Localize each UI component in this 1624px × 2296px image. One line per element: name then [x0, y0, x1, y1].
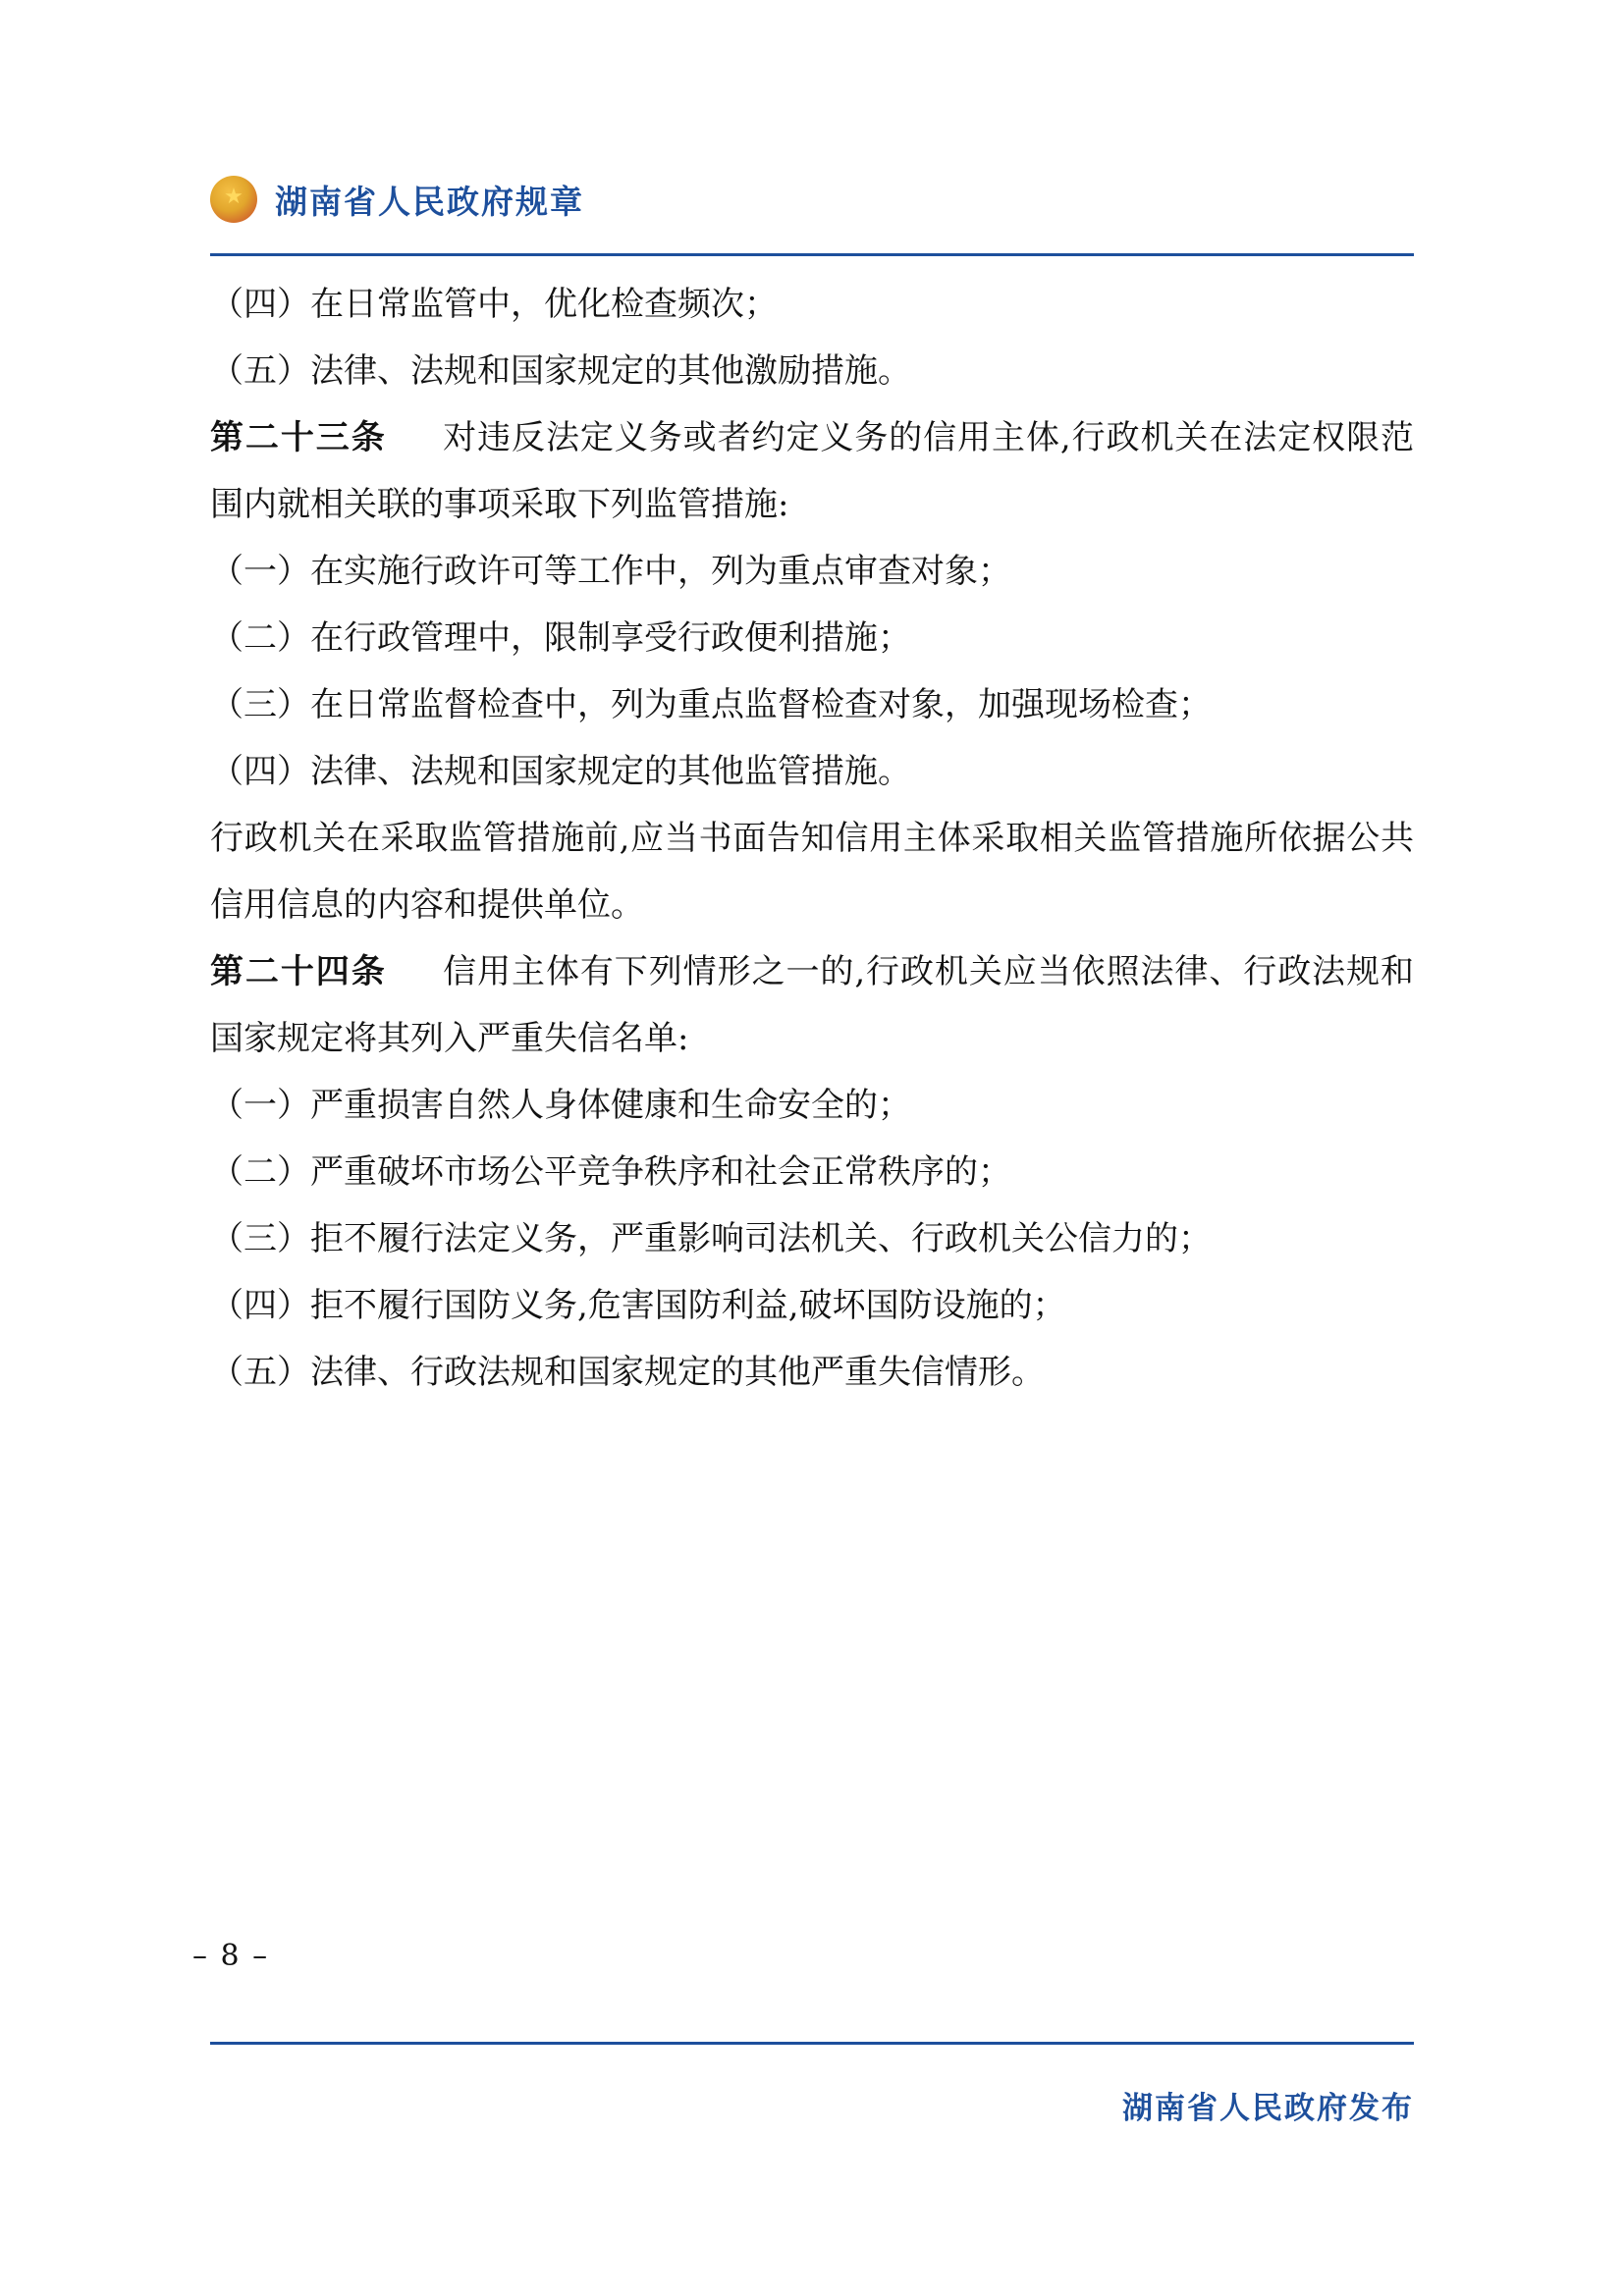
national-emblem-icon	[210, 176, 257, 223]
footer-publisher: 湖南省人民政府发布	[1122, 2091, 1414, 2126]
list-item	[210, 538, 1414, 605]
article-text: 信用主体有下列情形之一的,行政机关应当依照法律、行政法规和国家规定将其列入严重失信名单:	[210, 952, 1415, 1058]
list-item-text: （二）在行政管理中，限制享受行政便利措施；	[210, 618, 911, 658]
list-item-text: （四）在日常监管中，优化检查频次；	[210, 285, 778, 324]
article-number: 第二十四条	[210, 952, 387, 991]
list-item	[210, 338, 1414, 404]
list-item-text: （一）在实施行政许可等工作中，列为重点审查对象；	[210, 552, 1011, 591]
document-body	[210, 271, 1414, 1406]
article-paragraph	[210, 938, 1414, 1072]
list-item-text: （三）在日常监督检查中，列为重点监督检查对象，加强现场检查；	[210, 685, 1212, 724]
list-item	[210, 1205, 1414, 1272]
list-item-text: （一）严重损害自然人身体健康和生命安全的；	[210, 1086, 911, 1125]
footer-divider	[210, 2042, 1414, 2045]
list-item	[210, 1339, 1414, 1406]
page-header	[210, 165, 1414, 234]
header-divider	[210, 253, 1414, 256]
list-item	[210, 738, 1414, 805]
list-item-text: （五）法律、法规和国家规定的其他激励措施。	[210, 351, 911, 391]
list-item	[210, 605, 1414, 671]
list-item-text: （二）严重破坏市场公平竞争秩序和社会正常秩序的；	[210, 1152, 1011, 1192]
body-paragraph	[210, 805, 1414, 938]
list-item-text: （三）拒不履行法定义务，严重影响司法机关、行政机关公信力的；	[210, 1219, 1212, 1258]
list-item-text: （四）法律、法规和国家规定的其他监管措施。	[210, 752, 911, 791]
body-paragraph-text: 行政机关在采取监管措施前,应当书面告知信用主体采取相关监管措施所依据公共信用信息的内容和提供单位。	[210, 819, 1414, 925]
list-item-text: （四）拒不履行国防义务,危害国防利益,破坏国防设施的；	[210, 1286, 1066, 1325]
emblem-star: ★	[224, 185, 244, 210]
list-item	[210, 1139, 1414, 1205]
list-item	[210, 1272, 1414, 1339]
list-item	[210, 1072, 1414, 1139]
article-number: 第二十三条	[210, 418, 387, 457]
list-item	[210, 671, 1414, 738]
list-item-text: （五）法律、行政法规和国家规定的其他严重失信情形。	[210, 1353, 1045, 1392]
article-text: 对违反法定义务或者约定义务的信用主体,行政机关在法定权限范围内就相关联的事项采取下列监管措施:	[210, 418, 1415, 524]
header-title: 湖南省人民政府规章	[275, 182, 584, 221]
list-item	[210, 271, 1414, 338]
page-number: – 8 –	[192, 1939, 270, 1973]
article-paragraph	[210, 404, 1414, 538]
